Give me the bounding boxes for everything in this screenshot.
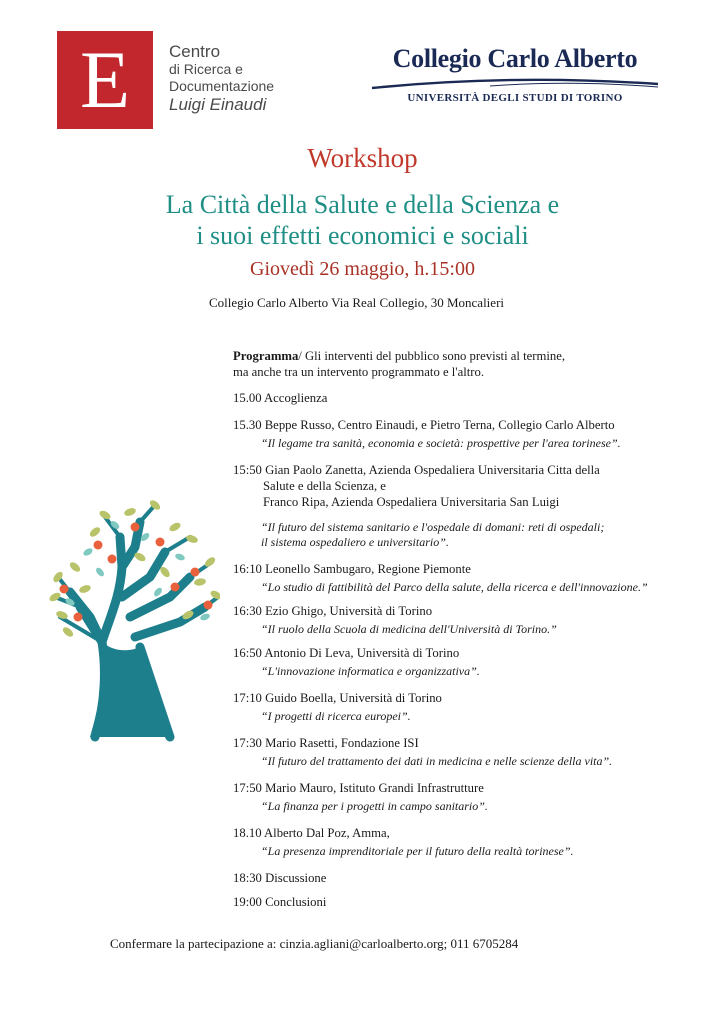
program-item [233,561,693,595]
einaudi-logo-text [169,43,274,115]
program-item-quote: il sistema ospedaliero e universitario”. [261,535,449,549]
program-item-quote: “Il ruolo della Scuola di medicina dell'Università di Torino.” [261,622,557,636]
einaudi-logo-line: Centro [169,42,221,61]
program-item [233,645,693,679]
program-label: Programma [233,349,299,363]
program-item [233,690,693,724]
collegio-logo-university: UNIVERSITÀ DEGLI STUDI DI TORINO [407,92,623,104]
program-item-head: 17:30 Mario Rasetti, Fondazione ISI [233,736,419,750]
rsvp-footer: Confermare la partecipazione a: cinzia.agliani@carloalberto.org; 011 6705284 [110,936,519,951]
program-item-head: 16:30 Ezio Ghigo, Università di Torino [233,604,433,618]
program-intro [233,348,693,380]
workshop-heading: Workshop [307,143,418,173]
einaudi-logo-mark: E [57,31,153,129]
event-date: Giovedì 26 maggio, h.15:00 [250,258,475,280]
title-line-2: i suoi effetti economici e sociali [196,221,529,250]
collegio-logo-swoosh [370,76,660,90]
program-item-head: 17:50 Mario Mauro, Istituto Grandi Infrastrutture [233,781,484,795]
program-item-continuation: Salute e della Scienza, e [263,479,386,493]
program-item [233,462,693,550]
program-intro-line: / Gli interventi del pubblico sono previsti al termine, [298,349,566,363]
program-item-quote: “Lo studio di fattibilità del Parco della salute, della ricerca e dell'innovazione.” [261,580,648,594]
program-item-head: 15:50 Gian Paolo Zanetta, Azienda Ospedaliera Universitaria Citta della [233,463,600,477]
einaudi-logo [57,31,287,131]
program-item-head: 15.00 Accoglienza [233,391,328,405]
program-item-quote: “Il legame tra sanità, economia e società: prospettive per l'area torinese”. [261,436,621,450]
program-item [233,870,693,886]
program-item-quote: “La finanza per i progetti in campo sanitario”. [261,799,488,813]
event-venue: Collegio Carlo Alberto Via Real Collegio, 30 Moncalieri [208,295,505,310]
title-line-1: La Città della Salute e della Scienza e [165,190,560,219]
program-item-head: 17:10 Guido Boella, Università di Torino [233,691,442,705]
collegio-logo [370,44,660,114]
program-item-head: 18:30 Discussione [233,871,327,885]
program-item [233,390,693,406]
program-item [233,417,693,451]
program [233,348,693,918]
program-item [233,780,693,814]
program-item-head: 18.10 Alberto Dal Poz, Amma, [233,826,390,840]
program-item [233,735,693,769]
collegio-logo-name: Collegio Carlo Alberto [392,44,638,73]
program-item [233,825,693,859]
program-item-quote: “La presenza imprenditoriale per il futuro della realtà torinese”. [261,844,574,858]
einaudi-logo-line: Luigi Einaudi [169,95,267,114]
program-item-head: 16:10 Leonello Sambugaro, Regione Piemonte [233,562,471,576]
program-item-head: 16:50 Antonio Di Leva, Università di Torino [233,646,460,660]
program-item-quote: “I progetti di ricerca europei”. [261,709,411,723]
program-item-head: 15.30 Beppe Russo, Centro Einaudi, e Pietro Terna, Collegio Carlo Alberto [233,418,615,432]
program-item-continuation: Franco Ripa, Azienda Ospedaliera Universitaria San Luigi [263,495,560,509]
program-intro-line: ma anche tra un intervento programmato e l'altro. [233,365,485,379]
einaudi-logo-line: di Ricerca e [169,61,243,77]
program-item-quote: “Il futuro del sistema sanitario e l'ospedale di domani: reti di ospedali; [261,520,605,534]
program-item [233,894,693,910]
program-item [233,603,693,637]
tree-icon [40,497,220,742]
program-item-quote: “Il futuro del trattamento dei dati in medicina e nelle scienze della vita”. [261,754,613,768]
program-item-head: 19:00 Conclusioni [233,895,327,909]
einaudi-logo-line: Documentazione [169,78,275,94]
program-item-quote: “L'innovazione informatica e organizzativa”. [261,664,480,678]
